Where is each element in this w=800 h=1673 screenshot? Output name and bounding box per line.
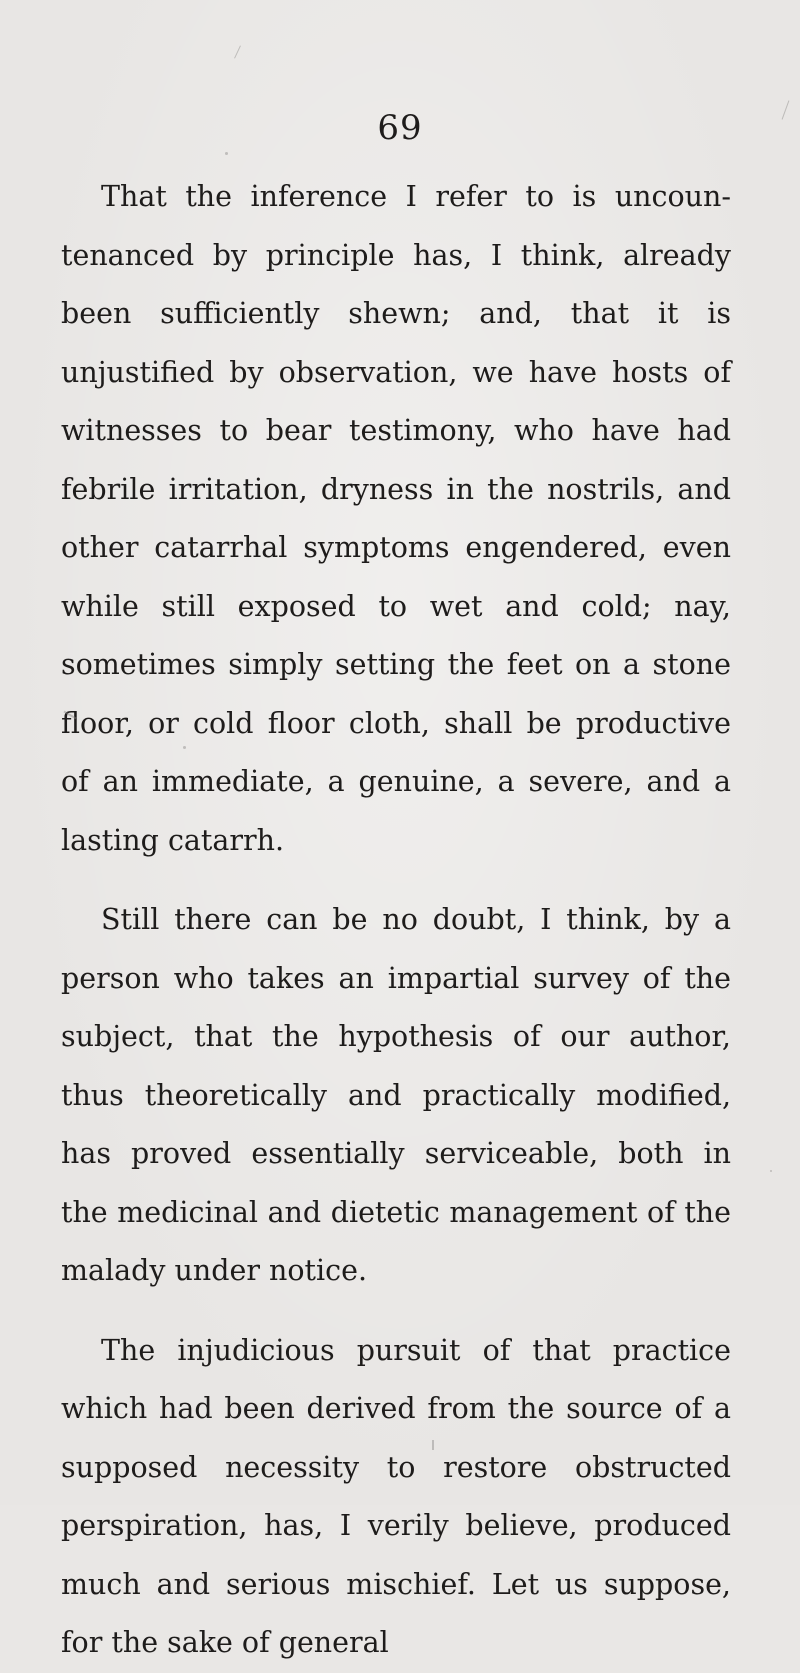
paragraph-3: The injudicious pursuit of that practice which had been derived from the source of a supposed necessity to restore obstructed perspiration, has, I verily believe, produced much and serious mischief. Let us suppose, for the sake of general — [61, 1333, 731, 1659]
paper-speck — [225, 152, 228, 155]
paper-speck — [432, 1440, 434, 1450]
paper-speck — [72, 370, 74, 372]
paper-speck — [234, 45, 241, 58]
body-text — [61, 168, 731, 1673]
paragraph-1: That the inference I refer to is uncountenanced by principle has, I think, already been sufficiently shewn; and, that it is unjustified by observation, we have hosts of witnesses to bear testimony, who have had febrile irritation, dryness in the nostrils, and other catarrhal symptoms engendered, even while still exposed to wet and cold; nay, sometimes simply setting the feet on a stone floor, or cold floor cloth, shall be productive of an immediate, a genuine, a severe, and a lasting catarrh. — [61, 180, 731, 857]
paper-speck — [770, 1170, 772, 1172]
paper-speck — [183, 746, 186, 749]
paragraph-2: Still there can be no doubt, I think, by a person who takes an impartial survey of the subject, that the hypothesis of our author, thus theoretically and practically modified, has proved essentially serviceable, both in the medicinal and dietetic management of the malady under notice. — [61, 903, 731, 1287]
page-number: 69 — [377, 108, 423, 148]
